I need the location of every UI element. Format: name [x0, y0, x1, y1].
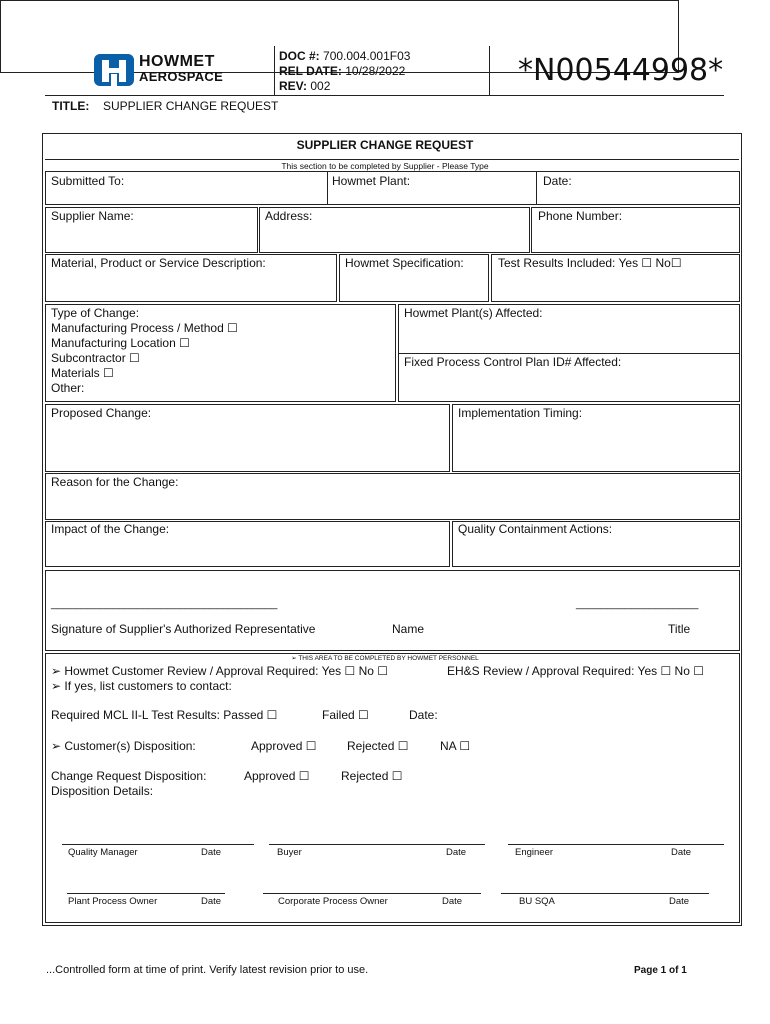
supplier-name-label: Supplier Name:: [51, 209, 134, 223]
date-label: Date:: [543, 174, 572, 188]
supplier-signature-section: [45, 570, 740, 651]
cr-approved-checkbox[interactable]: Approved ☐: [244, 769, 310, 783]
material-description-label: Material, Product or Service Description:: [51, 256, 266, 270]
phone-label: Phone Number:: [538, 209, 623, 223]
test-results-label: Test Results Included: Yes ☐ No☐: [498, 256, 682, 270]
signoff-label: BU SQA: [519, 896, 555, 907]
title-value: SUPPLIER CHANGE REQUEST: [103, 99, 279, 113]
engineer-signature-line[interactable]: [508, 844, 724, 845]
signoff-label: Plant Process Owner: [68, 896, 158, 907]
barcode-text: *N00544998*: [518, 53, 724, 88]
logo-text: HOWMET: [139, 53, 215, 70]
signoff-date-label: Date: [201, 896, 222, 907]
customer-approved-checkbox[interactable]: Approved ☐: [251, 739, 317, 753]
signoff-date-label: Date: [669, 896, 690, 907]
signature-line[interactable]: _____________________________________: [51, 598, 278, 610]
logo-text: AEROSPACE: [139, 69, 224, 84]
ehs-review-row[interactable]: EH&S Review / Approval Required: Yes ☐ No ☐: [447, 664, 704, 678]
signature-label: Signature of Supplier's Authorized Representative: [51, 622, 316, 636]
supplier-note: This section to be completed by Supplier - Please Type: [281, 161, 489, 171]
cr-rejected-checkbox[interactable]: Rejected ☐: [341, 769, 403, 783]
customer-na-checkbox[interactable]: NA ☐: [440, 739, 471, 753]
customer-review-row[interactable]: ➢ Howmet Customer Review / Approval Required: Yes ☐ No ☐: [51, 664, 389, 678]
page-number: Page 1 of 1: [634, 965, 687, 976]
customer-rejected-checkbox[interactable]: Rejected ☐: [347, 739, 409, 753]
type-option[interactable]: Subcontractor ☐: [51, 351, 140, 365]
title-field-label: Title: [668, 622, 691, 636]
howmet-note: ➢ THIS AREA TO BE COMPLETED BY HOWMET PERSONNEL: [291, 655, 479, 662]
quality-containment-label: Quality Containment Actions:: [458, 522, 613, 536]
address-label: Address:: [265, 209, 313, 223]
type-option[interactable]: Materials ☐: [51, 366, 114, 380]
title-line[interactable]: ____________________: [576, 598, 699, 610]
howmet-specification-label: Howmet Specification:: [345, 256, 464, 270]
howmet-plant-label: Howmet Plant:: [332, 174, 411, 188]
signoff-date-label: Date: [201, 847, 222, 858]
header-divider: [274, 46, 275, 96]
quality-manager-signature-line[interactable]: [62, 844, 254, 845]
header-divider: [45, 95, 724, 96]
divider: [45, 159, 739, 160]
type-option[interactable]: Manufacturing Process / Method ☐: [51, 321, 238, 335]
change-request-disposition-label: Change Request Disposition:: [51, 769, 207, 783]
reason-label: Reason for the Change:: [51, 475, 179, 489]
signoff-label: Corporate Process Owner: [278, 896, 388, 907]
signoff-date-label: Date: [671, 847, 692, 858]
doc-number: DOC #: 700.004.001F03: [279, 49, 411, 63]
list-customers-label: ➢ If yes, list customers to contact:: [51, 679, 232, 693]
howmet-logo-icon: [94, 54, 134, 86]
customer-disposition-label: ➢ Customer(s) Disposition:: [51, 739, 196, 753]
impact-label: Impact of the Change:: [51, 522, 170, 536]
form-heading: SUPPLIER CHANGE REQUEST: [296, 138, 474, 152]
proposed-change-label: Proposed Change:: [51, 406, 152, 420]
implementation-timing-label: Implementation Timing:: [458, 406, 583, 420]
type-of-change-label: Type of Change:: [51, 306, 140, 320]
disposition-details-label: Disposition Details:: [51, 784, 154, 798]
signoff-date-label: Date: [442, 896, 463, 907]
signoff-date-label: Date: [446, 847, 467, 858]
rel-date: REL DATE: 10/28/2022: [279, 64, 406, 78]
signoff-label: Quality Manager: [68, 847, 138, 858]
mcl-passed-checkbox[interactable]: Required MCL II-L Test Results: Passed ☐: [51, 708, 278, 722]
bu-sqa-signature-line[interactable]: [501, 893, 709, 894]
mcl-failed-checkbox[interactable]: Failed ☐: [322, 708, 369, 722]
signoff-label: Engineer: [515, 847, 554, 858]
type-option[interactable]: Other:: [51, 381, 85, 395]
type-option[interactable]: Manufacturing Location ☐: [51, 336, 190, 350]
header-divider: [489, 46, 490, 96]
signoff-label: Buyer: [277, 847, 302, 858]
fixed-process-label: Fixed Process Control Plan ID# Affected:: [404, 355, 622, 369]
plants-affected-label: Howmet Plant(s) Affected:: [404, 306, 543, 320]
corporate-process-owner-signature-line[interactable]: [263, 893, 481, 894]
revision: REV: 002: [279, 79, 331, 93]
controlled-form-notice: ...Controlled form at time of print. Verify latest revision prior to use.: [46, 964, 369, 976]
submitted-to-label: Submitted To:: [51, 174, 125, 188]
buyer-signature-line[interactable]: [269, 844, 485, 845]
name-label: Name: [392, 622, 425, 636]
plant-process-owner-signature-line[interactable]: [67, 893, 225, 894]
mcl-date-label: Date:: [409, 708, 438, 722]
title-label: TITLE:: [52, 99, 90, 113]
